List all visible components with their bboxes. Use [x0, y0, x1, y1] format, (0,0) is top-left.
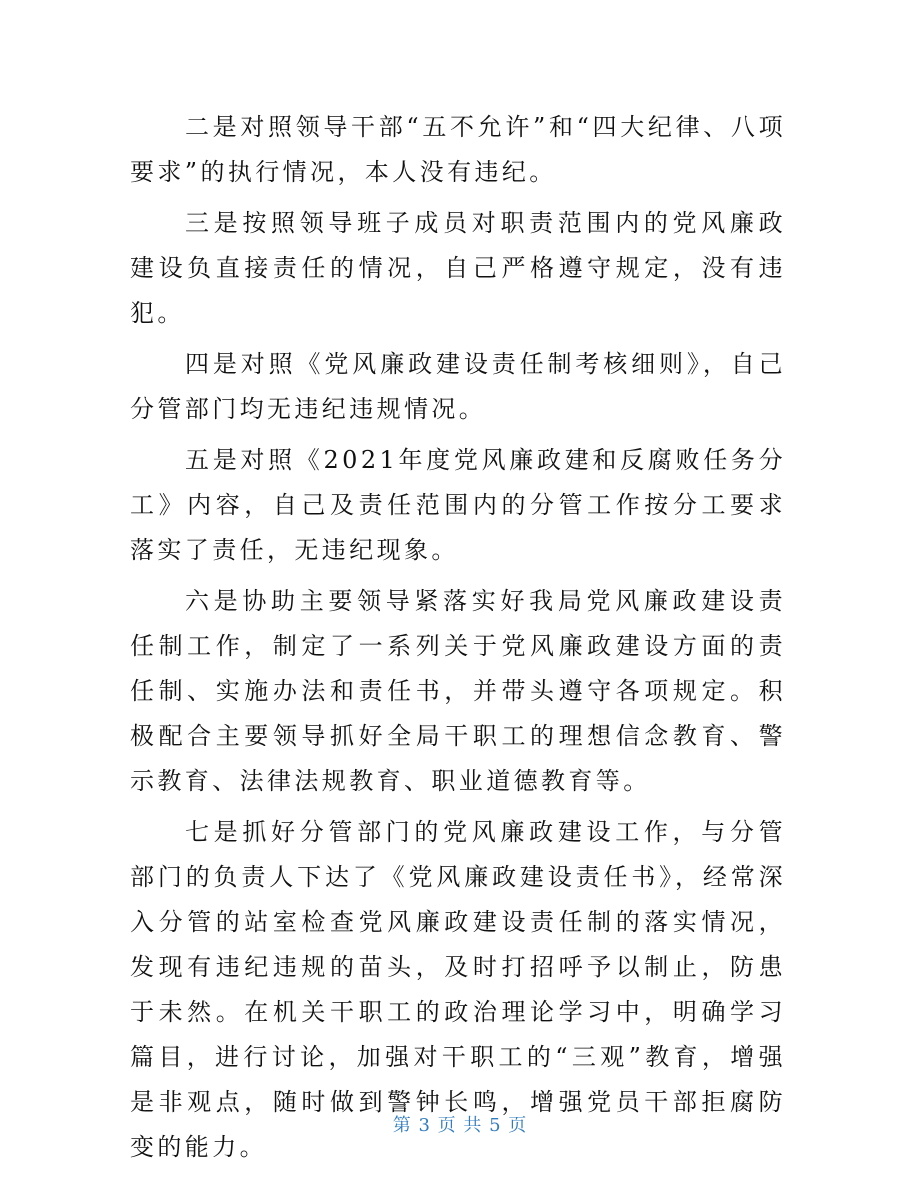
paragraph-2: 二是对照领导干部“五不允许”和“四大纪律、八项要求”的执行情况，本人没有违纪。: [130, 113, 786, 186]
paragraph-5: 五是对照《2021年度党风廉政建和反腐败任务分工》内容，自己及责任范围内的分管工作按分工要求落实了责任，无违纪现象。: [130, 446, 786, 564]
paragraph-7: 七是抓好分管部门的党风廉政建设工作，与分管部门的负责人下达了《党风廉政建设责任书》，经常深入分管的站室检查党风廉政建设责任制的落实情况，发现有违纪违规的苗头，及时打招呼予以制止，防患于未然。在机关干职工的政治理论学习中，明确学习篇目，进行讨论，加强对干职工的“三观”教育，增强是非观点，随时做到警钟长鸣，增强党员干部拒腐防变的能力。: [130, 818, 786, 1161]
document-body: [130, 105, 786, 1176]
page-number-footer: 第 3 页 共 5 页: [392, 1115, 528, 1136]
paragraph-6: 六是协助主要领导紧落实好我局党风廉政建设责任制工作，制定了一系列关于党风廉政建设方面的责任制、实施办法和责任书，并带头遵守各项规定。积极配合主要领导抓好全局干职工的理想信念教育、警示教育、法律法规教育、职业道德教育等。: [130, 587, 786, 795]
paragraph-4: 四是对照《党风廉政建设责任制考核细则》，自己分管部门均无违纪违规情况。: [130, 350, 786, 423]
paragraph-3: 三是按照领导班子成员对职责范围内的党风廉政建设负直接责任的情况，自己严格遵守规定，没有违犯。: [130, 209, 786, 327]
